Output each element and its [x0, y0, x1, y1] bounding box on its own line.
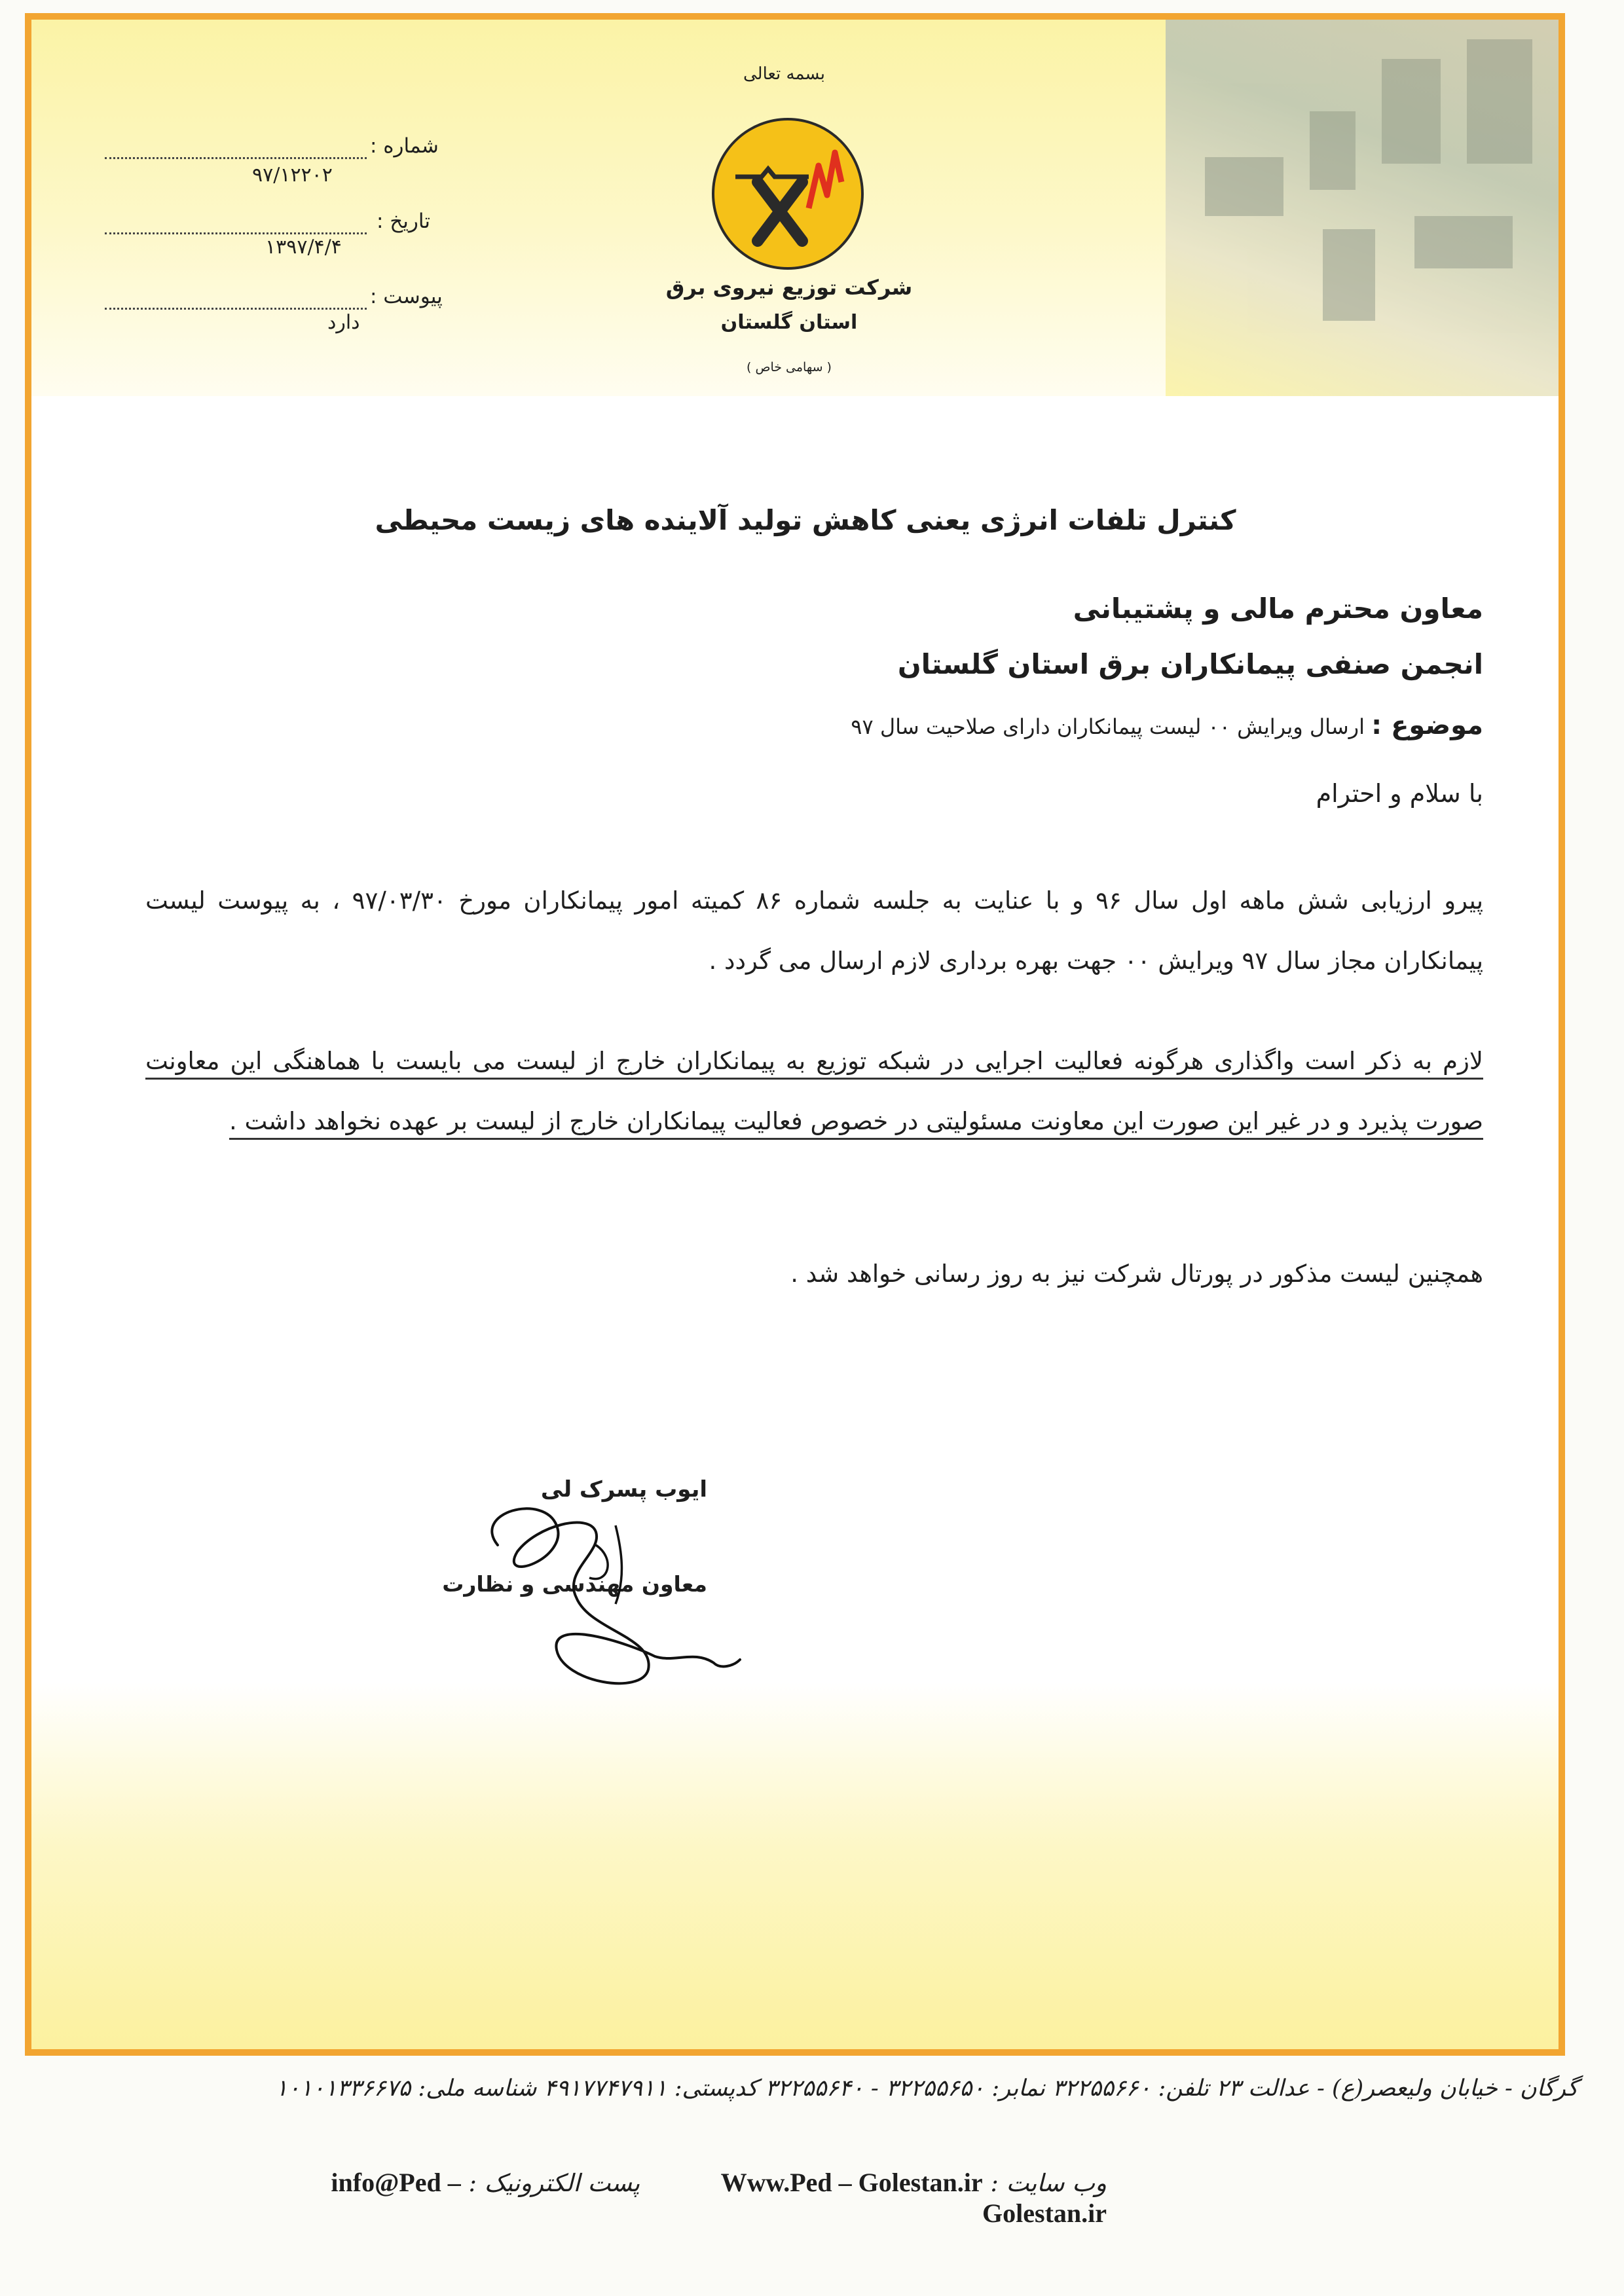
date-label: تاریخ : [377, 210, 430, 233]
body-paragraph-1: پیرو ارزیابی شش ماهه اول سال ۹۶ و با عنایت به جلسه شماره ۸۶ کمیته امور پیمانکاران مورخ ۹۷/۰۳/۳۰ ، به پیوست لیست پیمانکاران مجاز سال ۹۷ ویرایش ۰۰ جهت بهره برداری لازم ارسال می گردد . [145, 886, 1483, 975]
subject-text: ارسال ویرایش ۰۰ لیست پیمانکاران دارای صلاحیت سال ۹۷ [851, 714, 1365, 739]
website-label: وب سایت : [990, 2169, 1107, 2197]
handwritten-signature [458, 1486, 773, 1696]
attachment-label: پیوست : [370, 285, 443, 308]
bismillah: بسمه تعالی [743, 64, 825, 84]
greeting: با سلام و احترام [1316, 779, 1483, 808]
share-type: ( سهامی خاص ) [747, 360, 832, 374]
number-dotted-line [105, 157, 367, 159]
underlined-text: لازم به ذکر است واگذاری هرگونه فعالیت اجرایی در شبکه توزیع به پیمانکاران خارج از لیست می بایست با هماهنگی این معاونت صورت پذیرد و در غیر این صورت این معاونت مسئولیتی در خصوص فعالیت پیمانکاران خارج از لیست بر عهده نخواهد داشت . [145, 1047, 1483, 1140]
email-link[interactable]: info@Ped – Golestan.ir [331, 2168, 1107, 2228]
company-name: شرکت توزیع نیروی برق [665, 275, 913, 300]
company-province: استان گلستان [720, 311, 858, 334]
date-value: ۱۳۹۷/۴/۴ [265, 236, 342, 259]
date-dotted-line [105, 232, 367, 234]
number-value: ۹۷/۱۲۲۰۲ [252, 164, 333, 187]
addressee-line-2: انجمن صنفی پیمانکاران برق استان گلستان [897, 648, 1483, 680]
subject-label: موضوع : [1371, 710, 1483, 740]
footer-band [31, 1683, 1559, 2049]
email-label: پست الکترونیک : [468, 2169, 640, 2197]
website-link[interactable]: Www.Ped – Golestan.ir [720, 2168, 983, 2197]
signatory-name: ایوب پسرک لی [540, 1476, 707, 1503]
body-paragraph-3: همچنین لیست مذکور در پورتال شرکت نیز به روز رسانی خواهد شد . [790, 1260, 1483, 1288]
signatory-title: معاون مهندسی و نظارت [442, 1571, 707, 1597]
building-photo [1166, 20, 1559, 396]
subject-line [262, 710, 1483, 740]
body-paragraph-2 [145, 1031, 1483, 1152]
slogan: کنترل تلفات انرژی یعنی کاهش تولید آلاینده های زیست محیطی [375, 504, 1236, 536]
addressee-line-1: معاون محترم مالی و پشتیبانی [1073, 592, 1483, 625]
company-logo [710, 117, 865, 271]
footer-address: گرگان - خیابان ولیعصر(ع) - عدالت ۲۳ تلفن: ۳۲۲۵۵۶۶۰ نمابر: ۳۲۲۵۵۶۵۰ - ۳۲۲۵۵۶۴۰ کدپستی: ۴۹۱۷۷۴۷۹۱۱ شناسه ملی: ۱۰۱۰۱۳۳۶۶۷۵ [275, 2075, 1578, 2102]
attachment-value: دارد [327, 311, 360, 334]
attachment-dotted-line [105, 308, 367, 310]
footer-web-contacts [255, 2167, 1107, 2229]
number-label: شماره : [370, 134, 439, 158]
